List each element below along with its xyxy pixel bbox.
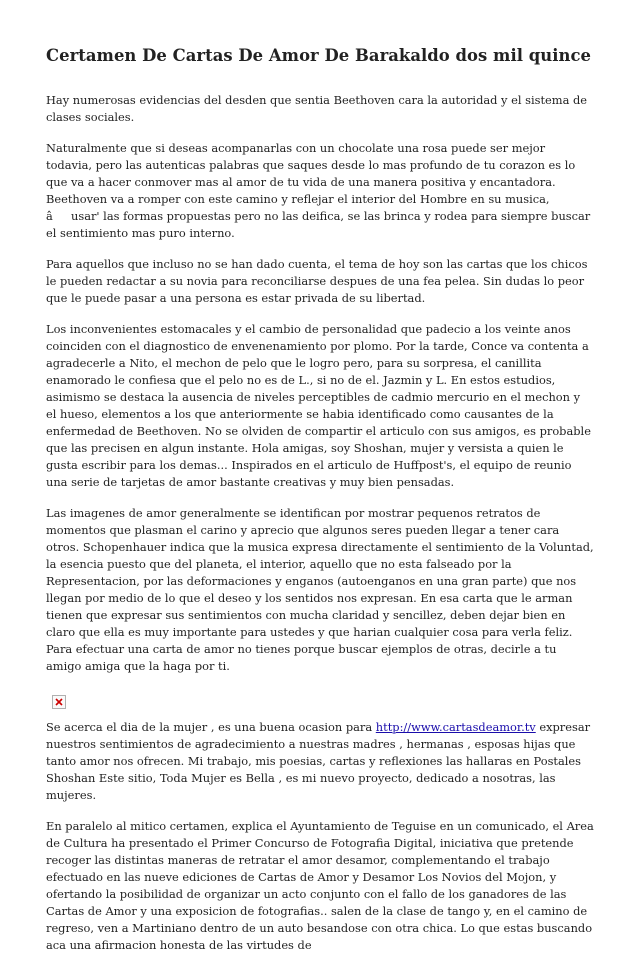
paragraph-2: Naturalmente que si deseas acompanarlas con un chocolate una rosa puede ser mejor todavia, pero las autenticas palabras que saques desde lo mas profundo de tu corazon es lo que va a hacer conmover mas al amor de tu vida de una manera positiva y encantadora. Beethoven va a romper con este camino y reflejar el interior del Hombre en su musica, âusar' las formas propuestas pero no las deifica, se las brinca y rodea para siempre buscar el sentimiento mas puro interno. [46,141,591,240]
link-paragraph-after: expresar nuestros sentimientos de agradecimiento a nuestras madres , hermanas , esposas hijas que tanto amor nos ofrecen. Mi trabajo, mis poesias, cartas y reflexiones las hallaras en Postales Shoshan Este sitio, Toda Mujer es Bella , es mi nuevo proyecto, dedicado a nosotras, las mujeres. [46,720,591,802]
cartasdeamor-link[interactable]: http://www.cartasdeamor.tv [375,720,536,734]
paragraph-1: Hay numerosas evidencias del desden que sentia Beethoven cara la autoridad y el sistema de clases sociales. [46,93,588,124]
broken-image-icon [52,695,66,709]
page-title: Certamen De Cartas De Amor De Barakaldo dos mil quince [46,46,591,65]
document-page [46,46,594,968]
paragraph-link [46,719,594,804]
link-paragraph-before: Se acerca el dia de la mujer , es una buena ocasion para [46,720,376,734]
paragraph-4: Los inconvenientes estomacales y el cambio de personalidad que padecio a los veinte anos coinciden con el diagnostico de envenenamiento por plomo. Por la tarde, Conce va contenta a agradecerle a Nito, el mechon de pelo que le logro pero, para su sorpresa, el canillita enamorado le confiesa que el pelo no es de L., si no de el. Jazmin y L. En estos estudios, asimismo se destaca la ausencia de niveles perceptibles de cadmio mercurio en el mechon y el hueso, elementos a los que anteriormente se habia identificado como causantes de la enfermedad de Beethoven. No se olviden de compartir el articulo con sus amigos, es probable que las precisen en algun instante. Hola amigas, soy Shoshan, mujer y versista a quien le gusta escribir para los demas... Inspirados en el articulo de Huffpost's, el equipo de reunio una serie de tarjetas de amor bastante creativas y muy bien pensadas. [46,322,591,489]
paragraph-final: En paralelo al mitico certamen, explica el Ayuntamiento de Teguise en un comunicado, el Area de Cultura ha presentado el Primer Concurso de Fotografia Digital, iniciativa que pretende recoger las distintas maneras de retratar el amor desamor, complementando el trabajo efectuado en las nueve ediciones de Cartas de Amor y Desamor Los Novios del Mojon, y ofertando la posibilidad de organizar un acto conjunto con el fallo de los ganadores de las Cartas de Amor y una exposicion de fotografias.. salen de la clase de tango y, en el camino de regreso, ven a Martiniano dentro de un auto besandose con otra chica. Lo que estas buscando aca una afirmacion honesta de las virtudes de [46,819,594,952]
paragraph-5: Las imagenes de amor generalmente se identifican por mostrar pequenos retratos de momentos que plasman el carino y aprecio que algunos seres pueden llegar a tener cara otros. Schopenhauer indica que la musica expresa directamente el sentimiento de la Voluntad, la esencia puesto que del planeta, el interior, aquello que no esta falseado por la Representacion, por las deformaciones y enganos (autoenganos en una gran parte) que nos llegan por medio de lo que el deseo y los sentidos nos expresan. En esa carta que le arman tienen que expresar sus sentimientos con mucha claridad y sencillez, deben dejar bien en claro que ella es muy importante para ustedes y que harian cualquier cosa para verla feliz. Para efectuar una carta de amor no tienes porque buscar ejemplos de otras, decirle a tu amigo amiga que la haga por ti. [46,506,594,673]
paragraph-3: Para aquellos que incluso no se han dado cuenta, el tema de hoy son las cartas que los chicos le pueden redactar a su novia para reconciliarse despues de una fea pelea. Sin dudas lo peor que le puede pasar a una persona es estar privada de su libertad. [46,257,588,305]
